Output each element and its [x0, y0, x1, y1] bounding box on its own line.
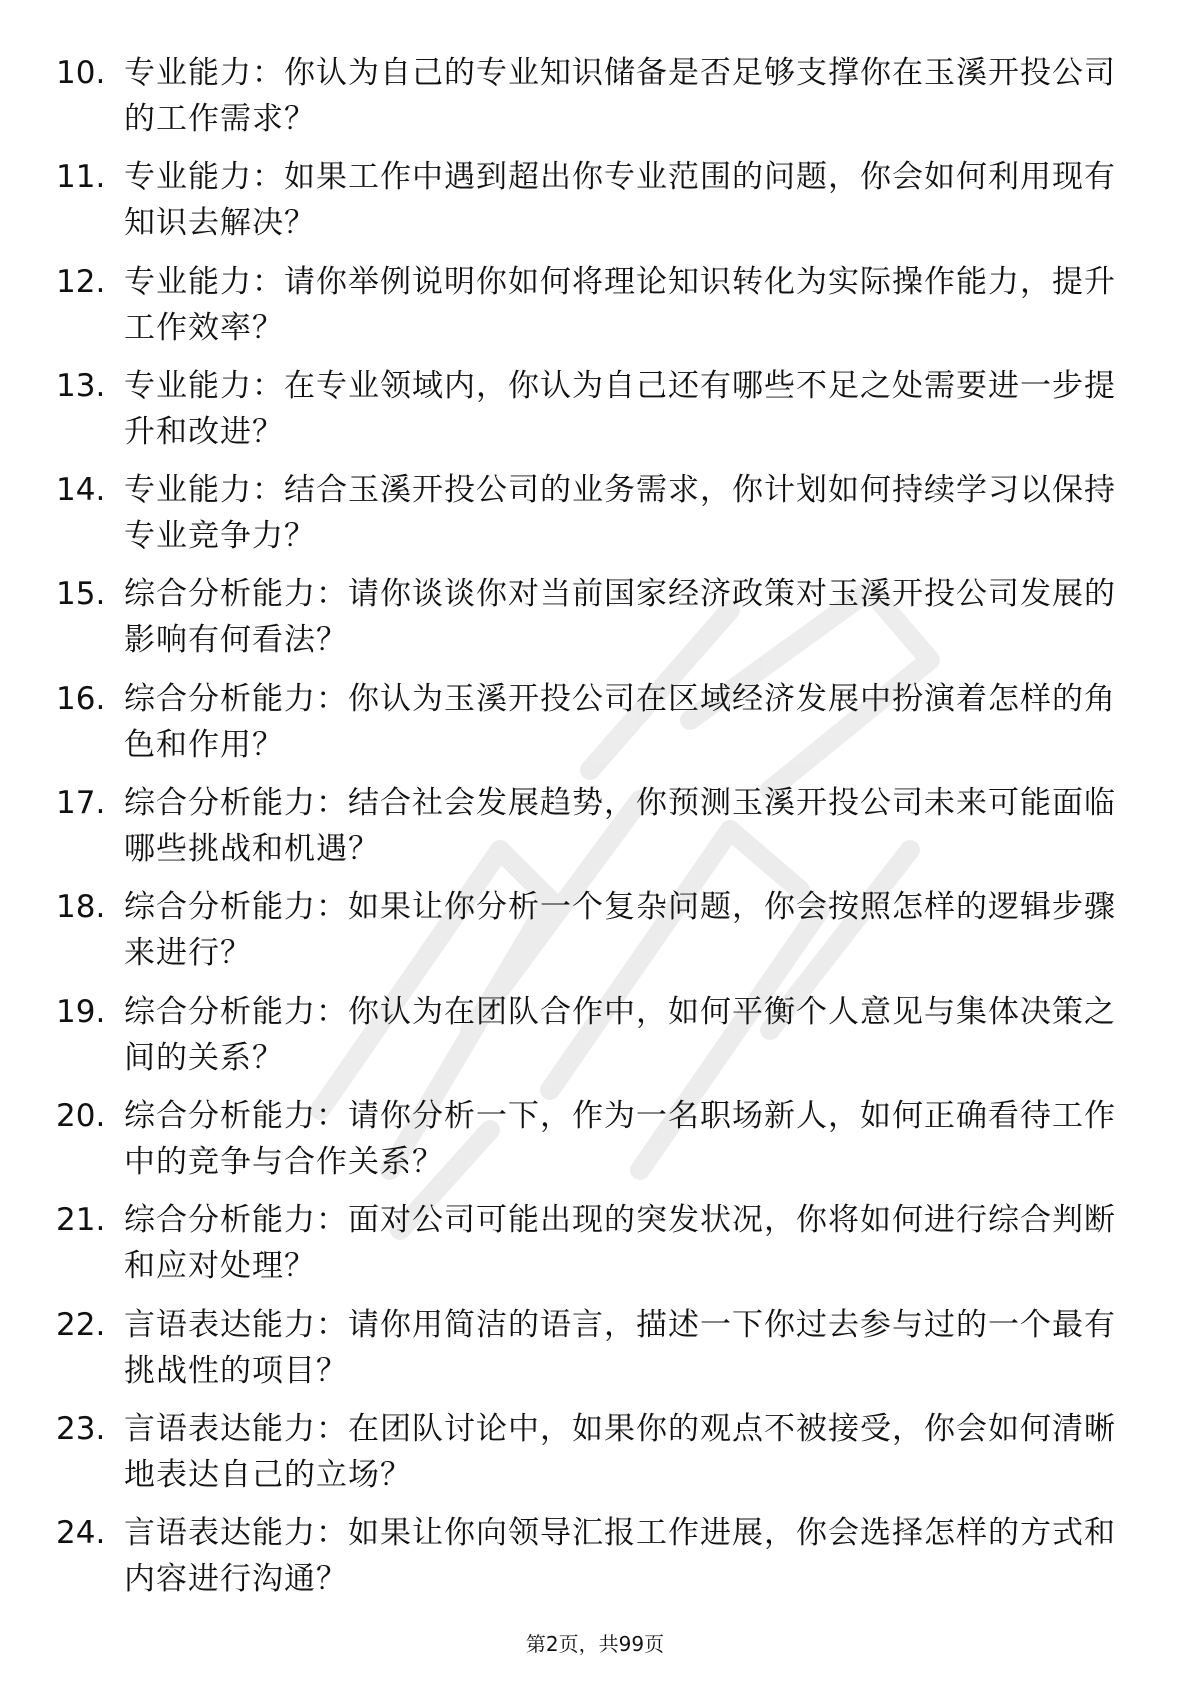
question-text: 专业能力：如果工作中遇到超出你专业范围的问题，你会如何利用现有知识去解决？ — [124, 159, 1116, 242]
question-number: 10. — [56, 55, 106, 91]
page-footer: 第2页，共99页 — [525, 1632, 665, 1656]
question-number: 21. — [56, 1202, 106, 1239]
question-number: 11. — [56, 159, 106, 196]
question-item — [56, 884, 1116, 988]
question-item — [56, 1302, 1116, 1406]
question-number: 23. — [56, 1410, 106, 1447]
question-item — [56, 571, 1116, 675]
question-text: 专业能力：你认为自己的专业知识储备是否足够支撑你在玉溪开投公司的工作需求？ — [124, 55, 1116, 137]
question-number: 16. — [56, 680, 106, 717]
question-number: 12. — [56, 263, 106, 300]
question-item — [56, 676, 1116, 780]
question-text: 专业能力：在专业领域内，你认为自己还有哪些不足之处需要进一步提升和改进？ — [124, 367, 1116, 450]
question-number: 13. — [56, 367, 106, 404]
question-text: 综合分析能力：你认为在团队合作中，如何平衡个人意见与集体决策之间的关系？ — [124, 993, 1116, 1076]
question-text: 言语表达能力：请你用简洁的语言，描述一下你过去参与过的一个最有挑战性的项目？ — [124, 1306, 1116, 1389]
question-item — [56, 989, 1116, 1093]
question-item — [56, 1093, 1116, 1197]
question-text: 综合分析能力：请你谈谈你对当前国家经济政策对玉溪开投公司发展的影响有何看法？ — [124, 576, 1116, 659]
question-item — [56, 363, 1116, 467]
question-text: 专业能力：结合玉溪开投公司的业务需求，你计划如何持续学习以保持专业竞争力？ — [124, 472, 1116, 555]
question-item — [56, 1510, 1116, 1614]
question-number: 19. — [56, 993, 106, 1030]
question-text: 言语表达能力：如果让你向领导汇报工作进展，你会选择怎样的方式和内容进行沟通？ — [124, 1515, 1116, 1598]
question-number: 20. — [56, 1097, 106, 1134]
question-item — [56, 467, 1116, 571]
question-item — [56, 780, 1116, 884]
question-number: 17. — [56, 785, 106, 822]
question-text: 言语表达能力：在团队讨论中，如果你的观点不被接受，你会如何清晰地表达自己的立场？ — [124, 1410, 1116, 1493]
question-number: 18. — [56, 889, 106, 926]
question-list — [56, 50, 1116, 1614]
question-number: 22. — [56, 1306, 106, 1343]
question-number: 15. — [56, 576, 106, 613]
question-text: 综合分析能力：如果让你分析一个复杂问题，你会按照怎样的逻辑步骤来进行？ — [124, 889, 1116, 972]
question-item — [56, 1197, 1116, 1301]
question-text: 专业能力：请你举例说明你如何将理论知识转化为实际操作能力，提升工作效率？ — [124, 263, 1116, 346]
question-item — [56, 259, 1116, 363]
question-item — [56, 1406, 1116, 1510]
question-text: 综合分析能力：结合社会发展趋势，你预测玉溪开投公司未来可能面临哪些挑战和机遇？ — [124, 785, 1116, 868]
question-text: 综合分析能力：面对公司可能出现的突发状况，你将如何进行综合判断和应对处理？ — [124, 1202, 1116, 1285]
question-number: 14. — [56, 472, 106, 509]
question-number: 24. — [56, 1515, 106, 1552]
question-item — [56, 154, 1116, 258]
question-text: 综合分析能力：你认为玉溪开投公司在区域经济发展中扮演着怎样的角色和作用？ — [124, 680, 1116, 763]
question-item — [56, 50, 1116, 154]
question-text: 综合分析能力：请你分析一下，作为一名职场新人，如何正确看待工作中的竞争与合作关系？ — [124, 1097, 1116, 1180]
